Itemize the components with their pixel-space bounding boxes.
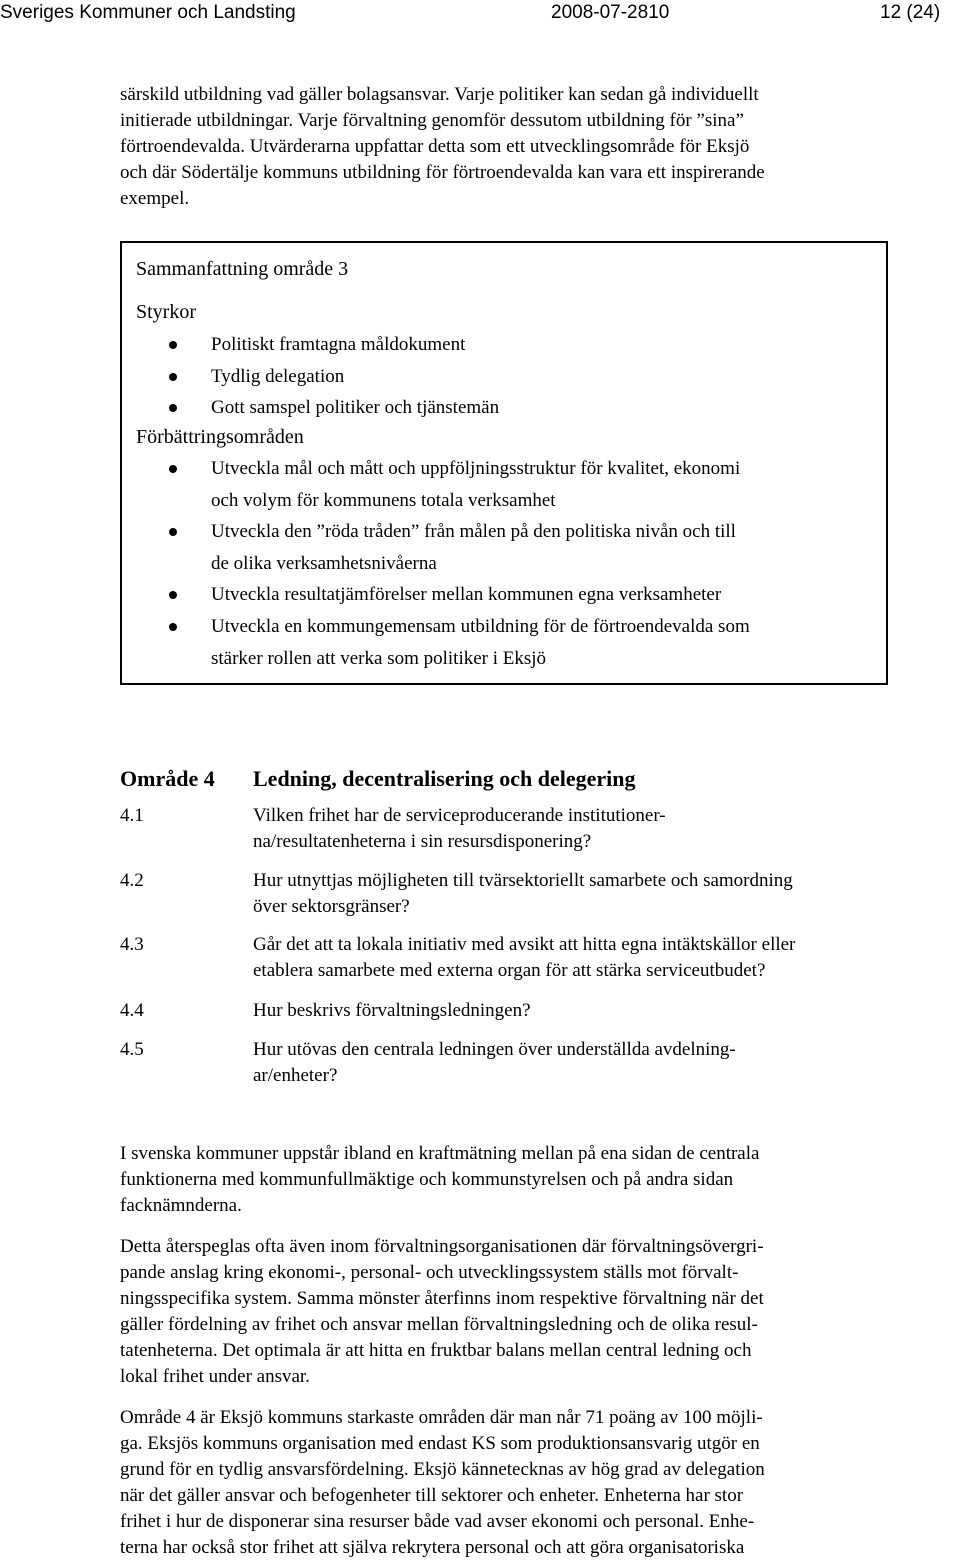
- text-line: exempel.: [120, 188, 190, 209]
- text-line: särskild utbildning vad gäller bolagsansvar. Varje politiker kan sedan gå individuellt: [120, 84, 759, 105]
- strength-item: Tydlig delegation: [211, 366, 345, 387]
- body-paragraph: [120, 1141, 910, 1219]
- question-number: 4.3: [120, 934, 144, 955]
- strength-item: Politiskt framtagna måldokument: [211, 334, 466, 355]
- text-line: Utveckla mål och mått och uppföljningsstruktur för kvalitet, ekonomi: [211, 458, 741, 479]
- text-line: ga. Eksjös kommuns organisation med endast KS som produktionsansvarig utgör en: [120, 1433, 760, 1454]
- area-title: Ledning, decentralisering och delegering: [253, 766, 636, 791]
- text-line: Hur beskrivs förvaltningsledningen?: [253, 1000, 531, 1021]
- question-number: 4.4: [120, 1000, 144, 1021]
- text-line: Område 4 är Eksjö kommuns starkaste områden där man når 71 poäng av 100 möjli-: [120, 1407, 763, 1428]
- question-text: [253, 998, 913, 1024]
- text-line: ar/enheter?: [253, 1065, 338, 1086]
- bullet-icon: [169, 591, 177, 599]
- text-line: I svenska kommuner uppstår ibland en kraftmätning mellan på ena sidan de centrala: [120, 1143, 760, 1164]
- text-line: funktionerna med kommunfullmäktige och kommunstyrelsen och på andra sidan: [120, 1169, 734, 1190]
- bullet-icon: [169, 465, 177, 473]
- bullet-icon: [169, 341, 177, 349]
- text-line: stärker rollen att verka som politiker i Eksjö: [211, 647, 547, 669]
- question-number: 4.1: [120, 805, 144, 826]
- text-line: över sektorsgränser?: [253, 896, 410, 917]
- improvement-item: [211, 579, 891, 611]
- question-text: [253, 1037, 913, 1089]
- improvements-heading: Förbättringsområden: [136, 426, 304, 448]
- header-date: 2008-07-2810: [551, 2, 670, 23]
- text-line: Vilken frihet har de serviceproducerande institutioner-: [253, 805, 666, 826]
- text-line: lokal frihet under ansvar.: [120, 1366, 310, 1387]
- bullet-icon: [169, 528, 177, 536]
- bullet-icon: [169, 404, 177, 412]
- body-paragraph: [120, 1405, 910, 1561]
- text-line: initierade utbildningar. Varje förvaltning genomför dessutom utbildning för ”sina”: [120, 110, 744, 131]
- text-line: och där Södertälje kommuns utbildning för förtroendevalda kan vara ett inspirerande: [120, 162, 765, 183]
- bullet-icon: [169, 623, 177, 631]
- text-line: tatenheterna. Det optimala är att hitta en fruktbar balans mellan central ledning och: [120, 1340, 752, 1361]
- improvement-item: [211, 453, 891, 516]
- question-text: [253, 803, 913, 855]
- header-page: 12 (24): [880, 2, 941, 23]
- text-line: frihet i hur de disponerar sina resurser både vad avser ekonomi och personal. Enhe-: [120, 1511, 755, 1532]
- text-line: gäller fördelning av frihet och ansvar mellan förvaltningsledning och de olika resul-: [120, 1314, 758, 1335]
- text-line: Utveckla en kommungemensam utbildning för de förtroendevalda som: [211, 616, 750, 637]
- question-number: 4.5: [120, 1039, 144, 1060]
- text-line: na/resultatenheterna i sin resursdisponering?: [253, 831, 592, 852]
- question-text: [253, 932, 913, 984]
- text-line: Hur utnyttjas möjligheten till tvärsektoriellt samarbete och samordning: [253, 870, 793, 891]
- header-org: Sveriges Kommuner och Landsting: [0, 2, 296, 23]
- improvement-item: [211, 611, 891, 674]
- bullet-icon: [169, 373, 177, 381]
- text-line: ningsspecifika system. Samma mönster återfinns inom respektive förvaltning när det: [120, 1288, 764, 1309]
- strength-item: Gott samspel politiker och tjänstemän: [211, 397, 500, 418]
- page-header: [0, 0, 960, 28]
- body-paragraph: [120, 1234, 910, 1390]
- text-line: Går det att ta lokala initiativ med avsikt att hitta egna intäktskällor eller: [253, 934, 796, 955]
- text-line: etablera samarbete med externa organ för att stärka serviceutbudet?: [253, 960, 766, 981]
- text-line: Hur utövas den centrala ledningen över underställda avdelning-: [253, 1039, 736, 1060]
- text-line: grund för en tydlig ansvarsfördelning. Eksjö kännetecknas av hög grad av delegation: [120, 1459, 765, 1480]
- text-line: de olika verksamhetsnivåerna: [211, 552, 437, 574]
- question-number: 4.2: [120, 870, 144, 891]
- strengths-heading: Styrkor: [136, 301, 196, 323]
- text-line: förtroendevalda. Utvärderarna uppfattar detta som ett utvecklingsområde för Eksjö: [120, 136, 750, 157]
- summary-title: Sammanfattning område 3: [136, 258, 349, 280]
- area-label: Område 4: [120, 766, 215, 791]
- text-line: terna har också stor frihet att själva rekrytera personal och att göra organisatoriska: [120, 1537, 745, 1558]
- text-line: Utveckla den ”röda tråden” från målen på den politiska nivån och till: [211, 521, 736, 542]
- text-line: Utveckla resultatjämförelser mellan kommunen egna verksamheter: [211, 584, 722, 605]
- text-line: Detta återspeglas ofta även inom förvaltningsorganisationen där förvaltningsövergri-: [120, 1236, 764, 1257]
- text-line: pande anslag kring ekonomi-, personal- och utvecklingssystem ställs mot förvalt-: [120, 1262, 739, 1283]
- text-line: facknämnderna.: [120, 1195, 242, 1216]
- improvement-item: [211, 516, 891, 579]
- intro-paragraph: [120, 82, 910, 212]
- question-text: [253, 868, 913, 920]
- text-line: när det gäller ansvar och befogenheter till sektorer och enheter. Enheterna har stor: [120, 1485, 744, 1506]
- text-line: och volym för kommunens totala verksamhet: [211, 489, 556, 511]
